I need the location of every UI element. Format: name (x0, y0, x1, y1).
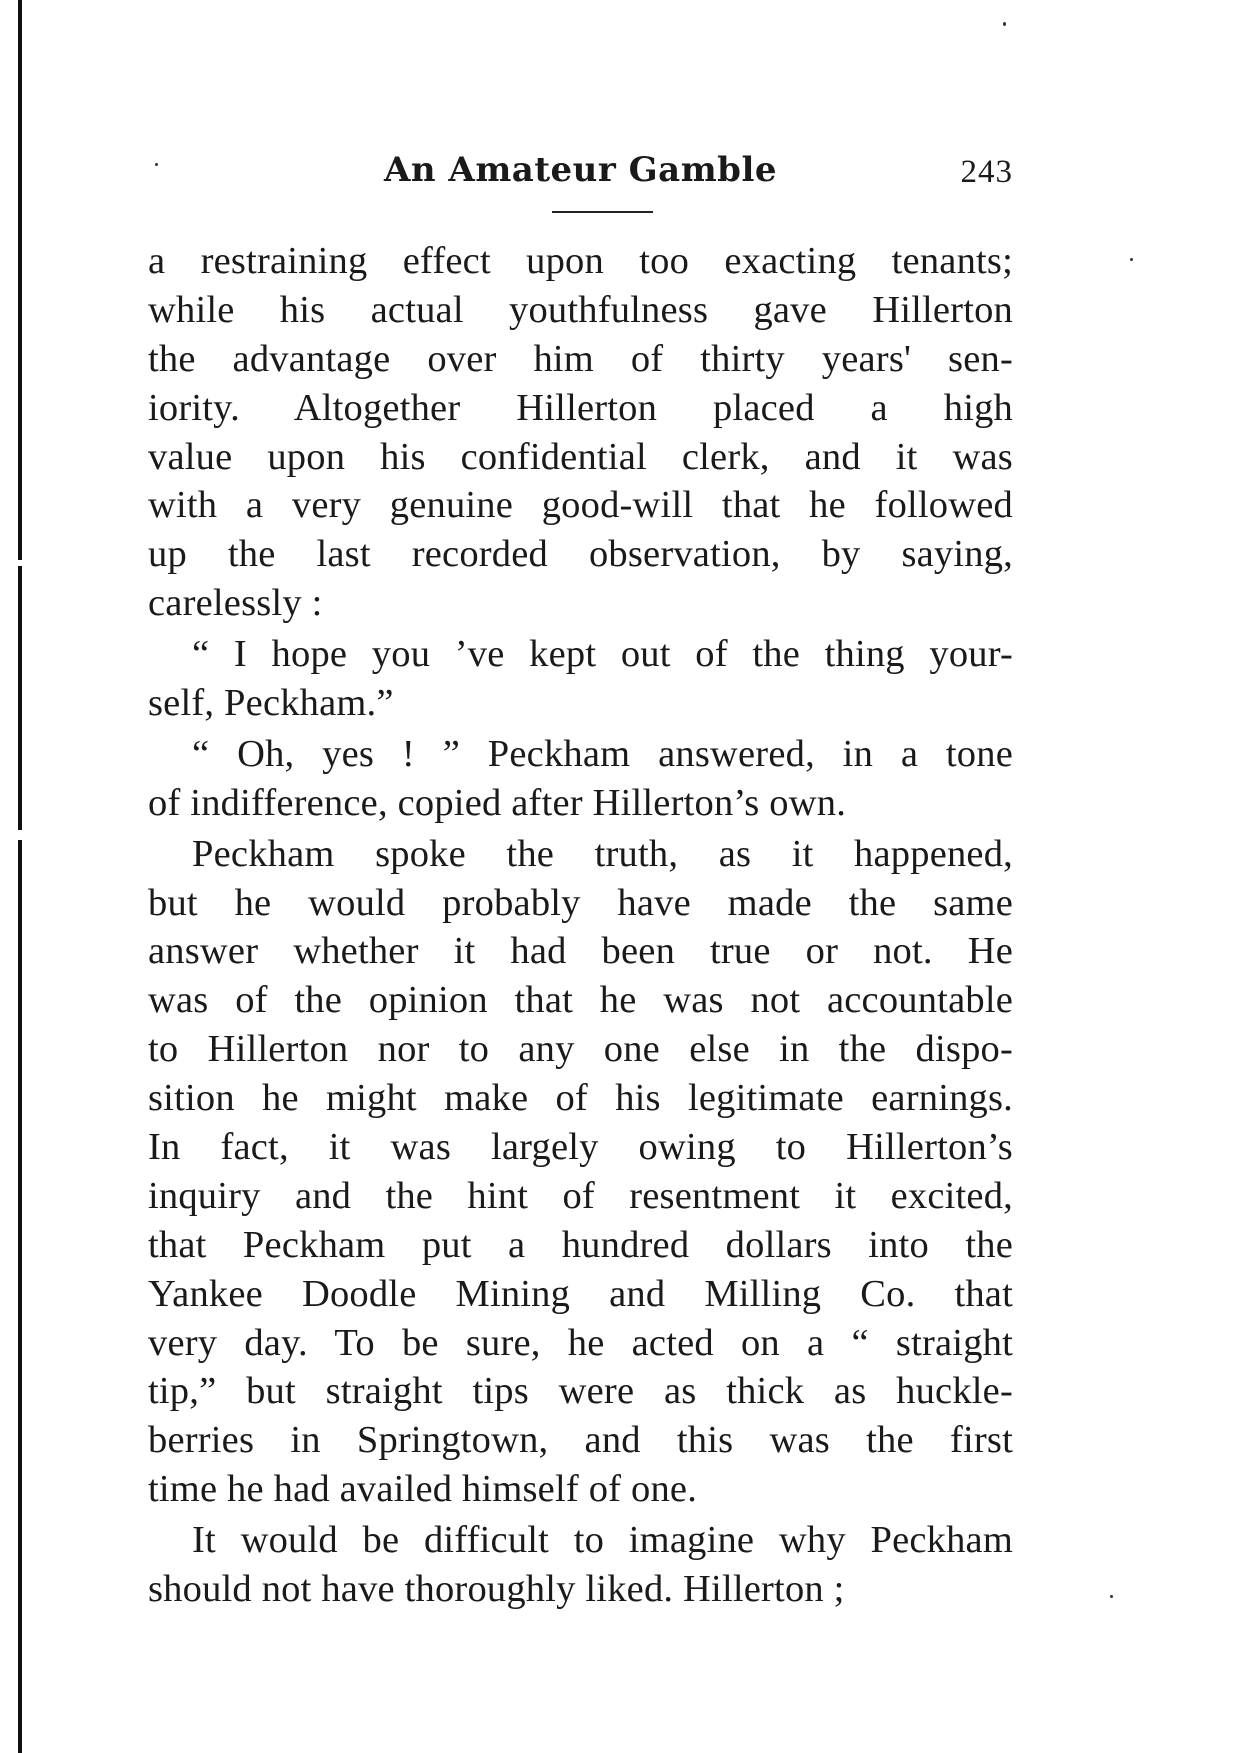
text-line: to Hillerton nor to any one else in the dispo- (148, 1028, 1013, 1071)
binding-edge-gap (17, 560, 23, 566)
text-line: while his actual youthfulness gave Hillerton (148, 288, 1013, 331)
text-line: inquiry and the hint of resentment it excited, (148, 1174, 1013, 1217)
body-text (148, 237, 1013, 1614)
text-line: carelessly : (148, 582, 323, 625)
scan-speck (1130, 258, 1133, 261)
text-line: the advantage over him of thirty years' sen- (148, 337, 1013, 380)
text-line: sition he might make of his legitimate earnings. (148, 1077, 1013, 1120)
text-line: very day. To be sure, he acted on a “ straight (148, 1321, 1013, 1364)
text-line: time he had availed himself of one. (148, 1468, 698, 1511)
scan-speck (1110, 1595, 1113, 1598)
text-line: “ Oh, yes ! ” Peckham answered, in a tone (192, 732, 1013, 775)
running-head-title: An Amateur Gamble (384, 150, 777, 190)
text-line: self, Peckham.” (148, 682, 394, 725)
text-line: up the last recorded observation, by saying, (148, 533, 1013, 576)
text-line: value upon his confidential clerk, and it was (148, 435, 1013, 478)
scan-speck (1003, 22, 1006, 26)
text-line: a restraining effect upon too exacting tenants; (148, 240, 1013, 282)
running-head (148, 150, 1013, 210)
text-line: should not have thoroughly liked. Hillerton ; (148, 1568, 845, 1611)
text-line: but he would probably have made the same (148, 881, 1013, 924)
text-line: with a very genuine good-will that he followed (148, 484, 1013, 527)
text-line: was of the opinion that he was not accountable (148, 979, 1013, 1022)
binding-edge (18, 0, 22, 1753)
text-line: of indifference, copied after Hillerton’s own. (148, 781, 847, 824)
text-line: “ I hope you ’ve kept out of the thing your- (192, 633, 1013, 676)
text-line: In fact, it was largely owing to Hillerton’s (148, 1126, 1013, 1169)
text-line: Peckham spoke the truth, as it happened, (192, 832, 1013, 875)
text-line: iority. Altogether Hillerton placed a high (148, 386, 1013, 429)
text-line: Yankee Doodle Mining and Milling Co. that (148, 1272, 1013, 1315)
text-line: tip,” but straight tips were as thick as huckle- (148, 1370, 1013, 1413)
text-line: berries in Springtown, and this was the first (148, 1419, 1013, 1462)
text-line: It would be difficult to imagine why Peckham (192, 1519, 1013, 1562)
header-rule (552, 211, 653, 213)
text-line: that Peckham put a hundred dollars into the (148, 1223, 1013, 1266)
binding-edge-gap (17, 830, 23, 840)
page-number: 243 (960, 154, 1013, 190)
text-line: answer whether it had been true or not. He (148, 930, 1013, 973)
